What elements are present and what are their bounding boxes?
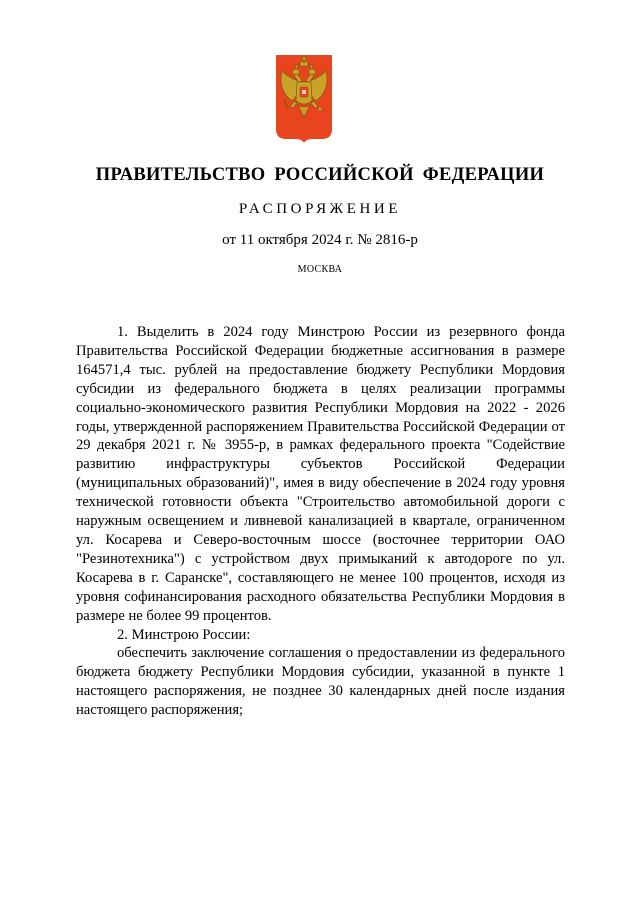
rider-shape <box>302 90 306 94</box>
document-body <box>76 323 565 720</box>
paragraph-1: 1. Выделить в 2024 году Минстрою России из резервного фонда Правительства Российской Федерации бюджетные ассигнования в размере 164571,4 тыс. рублей на предоставление бюджету Республики Мордовия субсидии из федерального бюджета в целях реализации программы социально-экономического развития Республики Мордовия на 2022 - 2026 годы, утвержденной распоряжением Правительства Российской Федерации от 29 декабря 2021 г. № 3955-р, в рамках федерального проекта "Содействие развитию инфраструктуры субъектов Российской Федерации (муниципальных образований)", имея в виду обеспечение в 2024 году уровня технической готовности объекта "Строительство автомобильной дороги с наружным освещением и ливневой канализацией в квартале, ограниченном ул. Косарева и Северо-восточным шоссе (восточнее территории ОАО "Резинотехника") с устройством двух примыканий к автодороге по ул. Косарева в г. Саранске", составляющего не менее 100 процентов, исходя из уровня софинансирования расходного обязательства Республики Мордовия в размере не более 99 процентов. <box>76 324 565 624</box>
document-type: РАСПОРЯЖЕНИЕ <box>238 201 402 217</box>
document-city: МОСКВА <box>297 264 343 275</box>
paragraph-2: 2. Минстрою России: <box>117 626 251 643</box>
paragraph-3: обеспечить заключение соглашения о предоставлении из федерального бюджета бюджету Республики Мордовия субсидии, указанной в пункте 1 настоящего распоряжения, не позднее 30 календарных дней после издания настоящего распоряжения; <box>76 645 565 719</box>
document-title: ПРАВИТЕЛЬСТВО РОССИЙСКОЙ ФЕДЕРАЦИИ <box>95 165 545 185</box>
document-date-number: от 11 октября 2024 г. № 2816-р <box>222 232 418 248</box>
russian-coat-of-arms-icon <box>276 55 332 143</box>
